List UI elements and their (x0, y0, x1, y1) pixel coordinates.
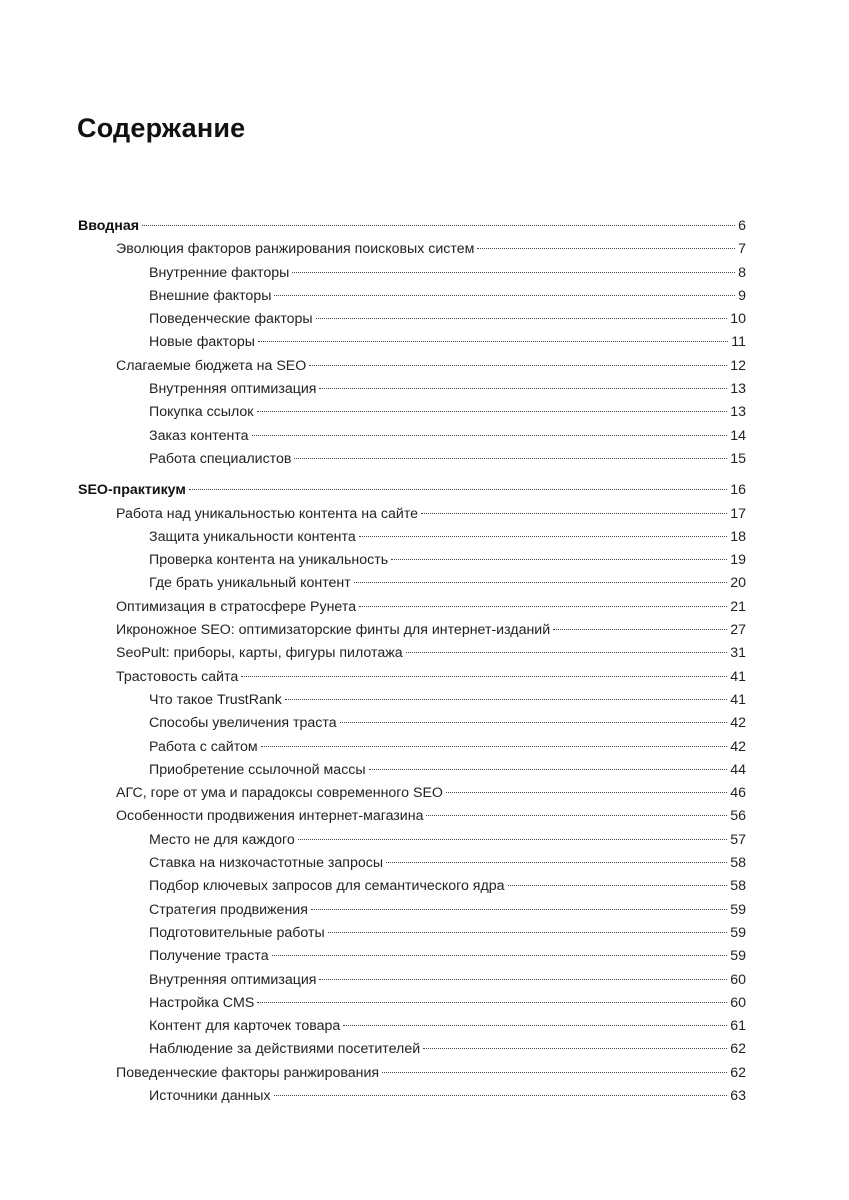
dot-leader (274, 1095, 728, 1096)
toc-subsection-entry[interactable] (78, 526, 746, 549)
toc-section-entry[interactable] (78, 503, 746, 526)
toc-section-entry[interactable] (78, 782, 746, 805)
dot-leader (189, 489, 727, 490)
toc-page-number: 59 (730, 901, 746, 918)
toc-page-number: 63 (730, 1087, 746, 1104)
toc-section-entry[interactable] (78, 238, 746, 261)
toc-page-number: 61 (730, 1018, 746, 1035)
toc-entry-title: Заказ контента (149, 427, 249, 444)
dot-leader (261, 746, 728, 747)
dot-leader (391, 559, 727, 560)
toc-subsection-entry[interactable] (78, 829, 746, 852)
toc-subsection-entry[interactable] (78, 425, 746, 448)
dot-leader (316, 318, 728, 319)
toc-subsection-entry[interactable] (78, 1015, 746, 1038)
dot-leader (252, 435, 728, 436)
toc-subsection-entry[interactable] (78, 689, 746, 712)
toc-entry-title: Икроножное SEO: оптимизаторские финты для интернет-изданий (116, 622, 551, 639)
toc-subsection-entry[interactable] (78, 1038, 746, 1061)
toc-page-number: 9 (738, 287, 746, 304)
toc-entry-title: Внешние факторы (149, 287, 272, 304)
toc-entry-title: Эволюция факторов ранжирования поисковых систем (116, 241, 475, 258)
toc-entry-title: Поведенческие факторы (149, 311, 313, 328)
toc-section-entry[interactable] (78, 355, 746, 378)
toc-entry-title: Работа специалистов (149, 450, 292, 467)
toc-subsection-entry[interactable] (78, 759, 746, 782)
toc-page-number: 20 (730, 575, 746, 592)
dot-leader (258, 341, 728, 342)
dot-leader (406, 652, 728, 653)
toc-entry-title: SeoPult: приборы, карты, фигуры пилотажа (116, 645, 403, 662)
toc-entry-title: Внутренняя оптимизация (149, 381, 317, 398)
toc-page-number: 18 (730, 528, 746, 545)
toc-page-number: 42 (730, 738, 746, 755)
toc-page-number: 44 (730, 761, 746, 778)
dot-leader (477, 248, 735, 249)
toc-page-number: 59 (730, 948, 746, 965)
toc-entry-title: Место не для каждого (149, 831, 295, 848)
toc-entry-title: Стратегия продвижения (149, 901, 308, 918)
toc-entry-title: Поведенческие факторы ранжирования (116, 1064, 380, 1081)
toc-page-number: 58 (730, 855, 746, 872)
toc-entry-title: Трастовость сайта (116, 668, 239, 685)
toc-subsection-entry[interactable] (78, 852, 746, 875)
toc-page-number: 60 (730, 971, 746, 988)
dot-leader (328, 932, 728, 933)
toc-chapter-entry[interactable] (78, 479, 746, 502)
dot-leader (426, 815, 727, 816)
toc-entry-title: Подбор ключевых запросов для семантического ядра (149, 878, 505, 895)
toc-entry-title: Источники данных (149, 1087, 271, 1104)
toc-entry-title: Способы увеличения траста (149, 715, 337, 732)
toc-subsection-entry[interactable] (78, 875, 746, 898)
dot-leader (319, 979, 727, 980)
toc-entry-title: Слагаемые бюджета на SEO (116, 357, 307, 374)
toc-subsection-entry[interactable] (78, 448, 746, 471)
toc-page-number: 62 (730, 1041, 746, 1058)
toc-subsection-entry[interactable] (78, 285, 746, 308)
toc-subsection-entry[interactable] (78, 572, 746, 595)
toc-entry-title: АГС, горе от ума и парадоксы современного SEO (116, 785, 443, 802)
toc-page-number: 41 (730, 691, 746, 708)
toc-page-number: 14 (730, 427, 746, 444)
toc-entry-title: Приобретение ссылочной массы (149, 761, 366, 778)
toc-page-number: 58 (730, 878, 746, 895)
dot-leader (298, 839, 727, 840)
dot-leader (446, 792, 727, 793)
toc-subsection-entry[interactable] (78, 969, 746, 992)
toc-entry-title: Внутренние факторы (149, 264, 290, 281)
dot-leader (294, 458, 727, 459)
dot-leader (508, 885, 728, 886)
dot-leader (272, 955, 728, 956)
toc-page-number: 27 (730, 622, 746, 639)
dot-leader (309, 365, 727, 366)
dot-leader (343, 1025, 727, 1026)
toc-subsection-entry[interactable] (78, 992, 746, 1015)
toc-section-entry[interactable] (78, 642, 746, 665)
toc-subsection-entry[interactable] (78, 549, 746, 572)
dot-leader (241, 676, 727, 677)
toc-page-number: 11 (731, 334, 746, 351)
toc-entry-title: Работа с сайтом (149, 738, 258, 755)
toc-subsection-entry[interactable] (78, 401, 746, 424)
toc-entry-title: Оптимизация в стратосфере Рунета (116, 598, 357, 615)
toc-page-number: 19 (730, 552, 746, 569)
toc-section-entry[interactable] (78, 666, 746, 689)
toc-page-number: 31 (730, 645, 746, 662)
toc-entry-title: Защита уникальности контента (149, 528, 356, 545)
toc-section-entry[interactable] (78, 1062, 746, 1085)
dot-leader (359, 606, 727, 607)
dot-leader (382, 1072, 727, 1073)
toc-page-number: 46 (730, 785, 746, 802)
dot-leader (369, 769, 728, 770)
toc-entry-title: Проверка контента на уникальность (149, 552, 389, 569)
toc-entry-title: Работа над уникальностью контента на сайте (116, 505, 419, 522)
toc-subsection-entry[interactable] (78, 712, 746, 735)
toc-page-number: 60 (730, 994, 746, 1011)
dot-leader (386, 862, 727, 863)
dot-leader (257, 411, 728, 412)
table-of-contents (78, 215, 746, 1108)
toc-page-number: 15 (730, 450, 746, 467)
toc-entry-title: Ставка на низкочастотные запросы (149, 855, 384, 872)
toc-page-number: 13 (730, 404, 746, 421)
toc-entry-title: Что такое TrustRank (149, 691, 282, 708)
toc-entry-title: Вводная (78, 218, 140, 234)
dot-leader (421, 513, 727, 514)
toc-entry-title: Контент для карточек товара (149, 1018, 341, 1035)
dot-leader (311, 909, 727, 910)
toc-page-number: 10 (730, 311, 746, 328)
toc-page-number: 59 (730, 924, 746, 941)
toc-entry-title: Новые факторы (149, 334, 255, 351)
toc-section (78, 215, 746, 471)
dot-leader (354, 582, 727, 583)
toc-entry-title: Настройка CMS (149, 994, 255, 1011)
toc-subsection-entry[interactable] (78, 736, 746, 759)
dot-leader (257, 1002, 727, 1003)
toc-subsection-entry[interactable] (78, 378, 746, 401)
toc-entry-title: Наблюдение за действиями посетителей (149, 1041, 421, 1058)
dot-leader (319, 388, 727, 389)
toc-page-number: 16 (730, 482, 746, 499)
toc-page-number: 62 (730, 1064, 746, 1081)
dot-leader (285, 699, 727, 700)
dot-leader (142, 225, 735, 226)
toc-entry-title: Особенности продвижения интернет-магазина (116, 808, 424, 825)
toc-subsection-entry[interactable] (78, 308, 746, 331)
toc-entry-title: Получение траста (149, 948, 269, 965)
toc-section-entry[interactable] (78, 805, 746, 828)
dot-leader (423, 1048, 727, 1049)
toc-page-number: 56 (730, 808, 746, 825)
toc-subsection-entry[interactable] (78, 922, 746, 945)
toc-entry-title: Покупка ссылок (149, 404, 254, 421)
dot-leader (340, 722, 728, 723)
toc-subsection-entry[interactable] (78, 262, 746, 285)
toc-entry-title: SEO-практикум (78, 482, 186, 499)
dot-leader (292, 272, 735, 273)
dot-leader (359, 536, 727, 537)
toc-entry-title: Подготовительные работы (149, 924, 325, 941)
toc-page-number: 12 (730, 357, 746, 374)
toc-page-number: 6 (738, 218, 746, 234)
toc-page-number: 8 (738, 264, 746, 281)
toc-entry-title: Внутренняя оптимизация (149, 971, 317, 988)
toc-page-number: 13 (730, 381, 746, 398)
toc-subsection-entry[interactable] (78, 1085, 746, 1108)
toc-page-number: 41 (730, 668, 746, 685)
toc-subsection-entry[interactable] (78, 331, 746, 354)
page-title: Содержание (77, 113, 246, 143)
dot-leader (274, 295, 735, 296)
toc-page-number: 17 (730, 505, 746, 522)
toc-entry-title: Где брать уникальный контент (149, 575, 351, 592)
dot-leader (553, 629, 727, 630)
toc-subsection-entry[interactable] (78, 899, 746, 922)
toc-page-number: 7 (738, 241, 746, 258)
toc-page-number: 42 (730, 715, 746, 732)
toc-section-entry[interactable] (78, 619, 746, 642)
toc-section-entry[interactable] (78, 596, 746, 619)
toc-chapter-entry[interactable] (78, 215, 746, 238)
toc-page-number: 57 (730, 831, 746, 848)
toc-page-number: 21 (730, 598, 746, 615)
toc-section (78, 479, 746, 1108)
toc-subsection-entry[interactable] (78, 945, 746, 968)
